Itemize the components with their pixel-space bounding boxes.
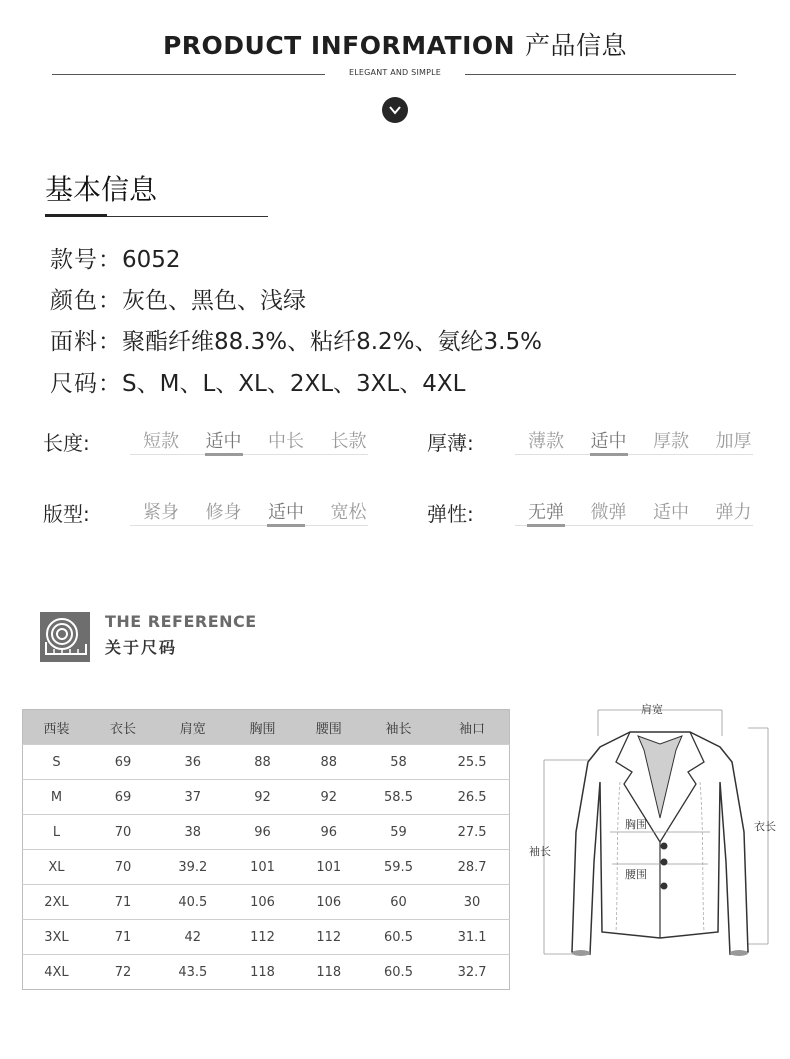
table-cell: 106 [229,885,295,920]
table-cell: 2XL [23,885,90,920]
table-cell: 43.5 [156,955,229,990]
size-value: S、M、L、XL、2XL、3XL、4XL [122,371,466,397]
attr-option-fit: 紧身 [143,502,179,523]
color-label: 颜色： [50,288,122,314]
attr-label-fit: 版型: [43,502,90,526]
size-line [50,365,465,398]
attr-baseline [130,525,368,526]
attr-baseline [130,454,368,455]
attr-option-length: 长款 [330,431,367,452]
table-cell: 70 [90,850,156,885]
table-cell: 92 [229,780,295,815]
table-cell: 60.5 [362,920,435,955]
color-value: 灰色、黑色、浅绿 [122,288,306,314]
table-cell: 112 [296,920,362,955]
length-label: 衣长 [754,820,776,833]
sleeve-length-label: 袖长 [529,845,551,858]
button-dot [661,843,668,850]
size-table-header-cell: 西装 [23,710,90,745]
color-line [50,282,306,315]
attr-option-elasticity: 无弹 [528,502,564,523]
table-cell: L [23,815,90,850]
table-cell: 32.7 [435,955,509,990]
size-table-header-cell: 胸围 [229,710,295,745]
button-dot [661,883,668,890]
attr-option-length: 中长 [268,431,304,452]
title-en: PRODUCT INFORMATION [162,31,516,60]
subtitle: ELEGANT AND SIMPLE [348,68,442,77]
table-row [23,920,510,955]
size-table-header-cell: 袖长 [362,710,435,745]
style-no-label: 款号： [50,247,122,273]
table-cell: 60 [362,885,435,920]
table-cell: 60.5 [362,955,435,990]
tape-measure-icon [40,612,90,662]
table-cell: 106 [296,885,362,920]
attr-option-elasticity: 微弹 [590,502,627,523]
table-row [23,885,510,920]
table-cell: 69 [90,780,156,815]
table-cell: 27.5 [435,815,509,850]
attr-option-length: 短款 [143,431,179,452]
table-row [23,850,510,885]
chest-label: 胸围 [625,818,647,831]
title-cn: 产品信息 [525,31,628,60]
attr-option-fit: 适中 [268,502,304,523]
table-cell: 72 [90,955,156,990]
attr-option-elasticity: 适中 [653,502,689,523]
table-cell: 26.5 [435,780,509,815]
attr-selected-indicator [267,524,305,527]
size-table [22,709,510,990]
fabric-label: 面料： [50,329,122,355]
table-cell: 96 [296,815,362,850]
attr-baseline [515,454,753,455]
table-cell: 31.1 [435,920,509,955]
style-no-line [50,241,181,274]
table-cell: XL [23,850,90,885]
style-no-value: 6052 [122,247,181,273]
table-cell: 92 [296,780,362,815]
table-cell: 42 [156,920,229,955]
table-cell: 71 [90,885,156,920]
fabric-value: 聚酯纤维88.3%、粘纤8.2%、氨纶3.5% [122,329,542,355]
table-cell: 3XL [23,920,90,955]
section-title: 基本信息 [45,173,158,206]
attr-option-thickness: 加厚 [715,431,752,452]
table-cell: 40.5 [156,885,229,920]
size-table-header-cell: 衣长 [90,710,156,745]
attr-option-fit: 修身 [205,502,242,523]
chevron-down-icon [382,97,408,123]
table-cell: M [23,780,90,815]
fabric-line [50,323,542,356]
size-table-header-cell: 腰围 [296,710,362,745]
table-cell: 88 [296,745,362,780]
size-table-header-cell: 袖口 [435,710,509,745]
table-cell: 70 [90,815,156,850]
table-row [23,815,510,850]
table-cell: 112 [229,920,295,955]
table-cell: 101 [229,850,295,885]
attr-label-thickness: 厚薄: [427,431,474,455]
jacket-diagram [520,692,790,972]
table-row [23,955,510,990]
table-cell: 4XL [23,955,90,990]
attr-option-length: 适中 [205,431,242,452]
attr-option-thickness: 适中 [590,431,627,452]
table-cell: 59 [362,815,435,850]
attr-selected-indicator [527,524,565,527]
attr-selected-indicator [590,453,628,456]
table-cell: 58.5 [362,780,435,815]
table-cell: 37 [156,780,229,815]
button-dot [661,859,668,866]
attr-selected-indicator [205,453,243,456]
reference-title-cn: 关于尺码 [105,638,178,657]
table-cell: 71 [90,920,156,955]
waist-label: 腰围 [625,868,647,881]
size-label: 尺码： [50,371,122,397]
table-row [23,780,510,815]
table-cell: 96 [229,815,295,850]
table-cell: S [23,745,90,780]
table-row [23,745,510,780]
table-cell: 38 [156,815,229,850]
table-cell: 101 [296,850,362,885]
table-cell: 30 [435,885,509,920]
attr-option-elasticity: 弹力 [715,502,752,523]
size-table-header [23,710,510,745]
table-cell: 88 [229,745,295,780]
page-title [0,26,790,62]
reference-title-en: THE REFERENCE [105,612,257,631]
table-cell: 118 [229,955,295,990]
table-cell: 69 [90,745,156,780]
table-cell: 59.5 [362,850,435,885]
table-cell: 25.5 [435,745,509,780]
section-underline-accent [45,214,107,217]
shoulder-width-label: 肩宽 [641,703,663,716]
table-cell: 39.2 [156,850,229,885]
table-cell: 36 [156,745,229,780]
table-cell: 58 [362,745,435,780]
attr-option-thickness: 薄款 [528,431,564,452]
size-table-header-cell: 肩宽 [156,710,229,745]
attr-option-thickness: 厚款 [653,431,689,452]
attr-label-elasticity: 弹性: [427,502,474,526]
attr-label-length: 长度: [43,431,90,455]
attr-option-fit: 宽松 [330,502,367,523]
table-cell: 28.7 [435,850,509,885]
table-cell: 118 [296,955,362,990]
